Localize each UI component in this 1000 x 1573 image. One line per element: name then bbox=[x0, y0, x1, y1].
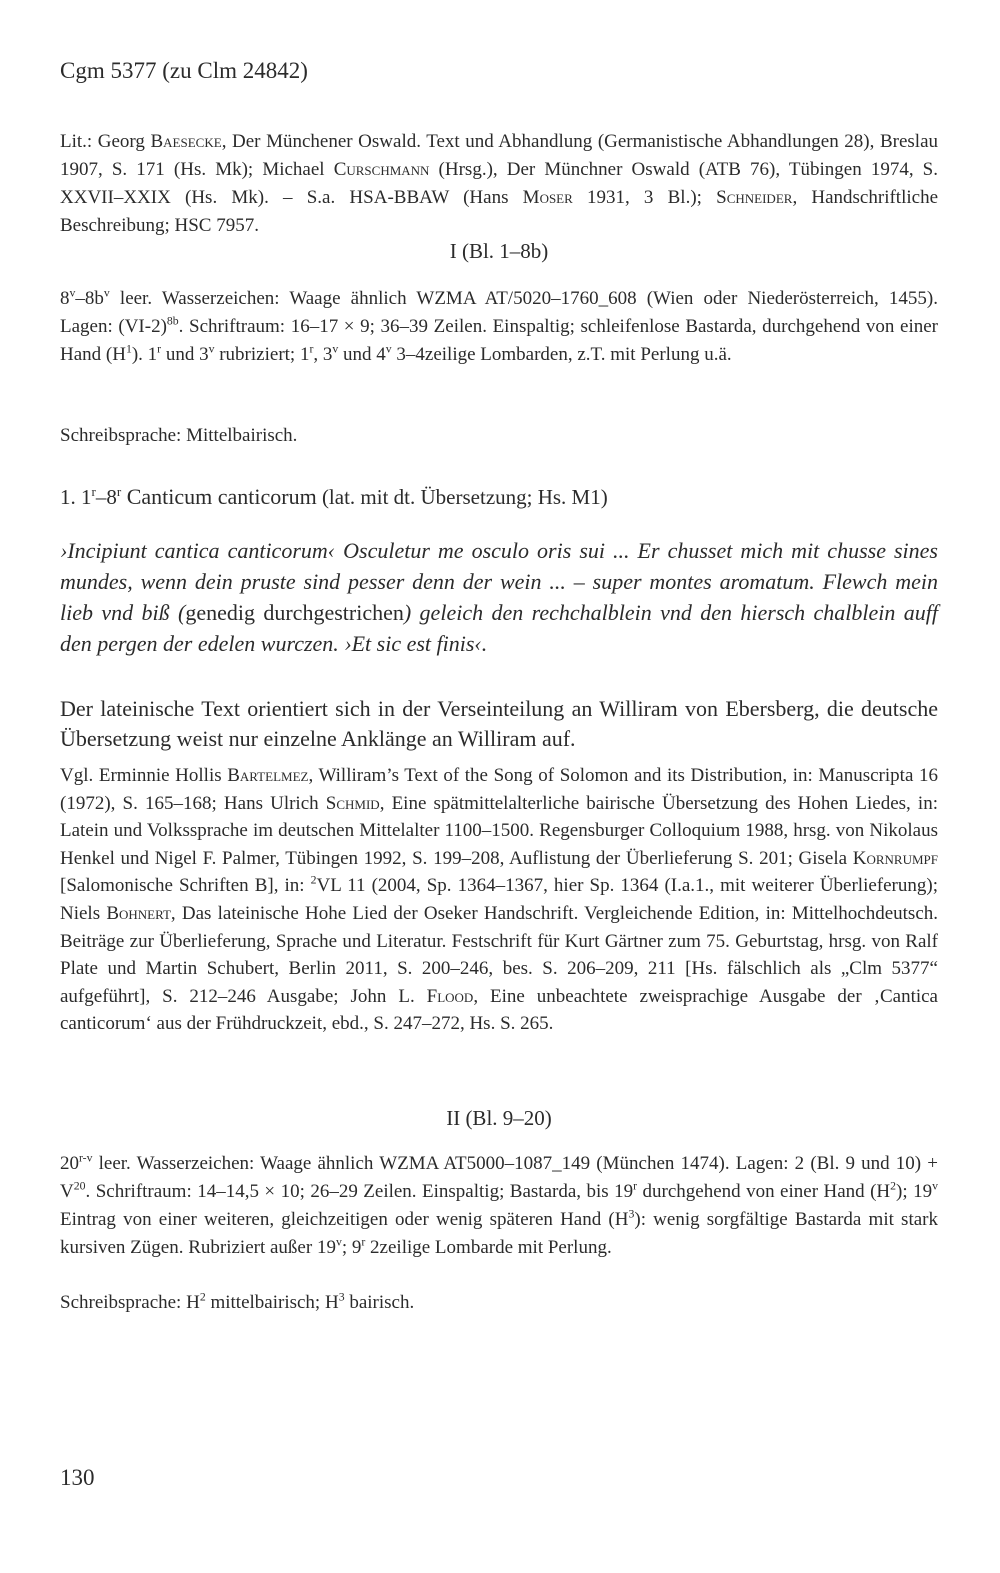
section-1-description: $8^v-8b^v$ leer. Wasserzeichen: Waage ähnlich WZMA AT/5020–1760_608 (Wien oder Niederösterreich, 1455). Lagen: $(VI-2)^{8b}$. Schriftraum: 16–17 × 9; 36–39 Zeilen. Einspaltig; schleifenlose Bastarda, durchgehend von einer Hand $(H^1)$. 1$^r$ und 3$^v$ rubriziert; 1$^r$, 3$^v$ und 4$^v$ 3–4zeilige Lombarden, z.T. mit Perlung u.ä. bbox=[60, 286, 938, 365]
author-name: Bohnert bbox=[106, 902, 171, 924]
literature-paragraph: Lit.: Georg Baesecke, Der Münchener Oswald. Text und Abhandlung (Germanistische Abhandlungen 28), Breslau 1907, S. 171 (Hs. Mk); Michael Curschmann (Hrsg.), Der Münchner Oswald (ATB 76), Tübingen 1974, S. XXVII–XXIX (Hs. Mk). – S.a. HSA-BBAW (Hans Moser 1931, 3 Bl.); Schneider, Handschriftliche Beschreibung; HSC 7957. bbox=[60, 131, 938, 236]
section-title-1: I (Bl. 1–8b) bbox=[449, 239, 549, 263]
author-name: Moser bbox=[522, 187, 573, 208]
author-name: Bartelmez bbox=[227, 765, 309, 786]
page-header: Cgm 5377 (zu Clm 24842) bbox=[60, 58, 308, 83]
section-2-language: Schreibsprache: $H^2$ mittelbairisch; $H^3$ bairisch. bbox=[60, 1290, 415, 1313]
entry-1-remark: Der lateinische Text orientiert sich in der Verseinteilung an Williram von Ebersberg, die deutsche Übersetzung weist nur einzelne Anklänge an Williram auf. bbox=[60, 696, 938, 751]
bibliography-paragraph: Vgl. Erminnie Hollis Bartelmez, Williram’s Text of the Song of Solomon and its Distribution, in: Manuscripta 16 (1972), S. 165–168; Hans Ulrich Schmid, Eine spätmittelalterliche bairische Übersetzung des Hohen Liedes, in: Latein und Volkssprache im deutschen Mittelalter 1100–1500. Regensburger Colloquium 1988, hrsg. von Nikolaus Henkel und Nigel F. Palmer, Tübingen 1992, S. 199–208, Auflistung der Überlieferung S. 201; Gisela Kornrumpf [Salomonische Schriften B], in: $^2$VL 11 (2004, Sp. 1364–1367, hier Sp. 1364 (I.a.1., mit weiterer Überlieferung); Niels Bohnert, Das lateinische Hohe Lied der Oseker Handschrift. Vergleichende Edition, in: Mittelhochdeutsch. Beiträge zur Überlieferung, Sprache und Literatur. Festschrift für Kurt Gärtner zum 75. Geburtstag, hrsg. von Ralf Plate und Martin Schubert, Berlin 2011, S. 200–246, bes. S. 206–209, 211 [Hs. fälschlich als „Clm 5377“ aufgeführt], S. 212–246 Ausgabe; John L. Flood, Eine unbeachtete zweisprachige Ausgabe der ‚Cantica canticorum‘ aus der Frühdruckzeit, ebd., S. 247–272, Hs. S. 265. bbox=[60, 765, 939, 1035]
author-name: Schmid bbox=[325, 792, 380, 814]
entry-1-heading: 1. 1$^r$–8$^r$ Canticum canticorum (lat. mit dt. Übersetzung; Hs. M1) bbox=[60, 484, 608, 509]
section-1-language: Schreibsprache: Mittelbairisch. bbox=[60, 425, 298, 446]
page-number: 130 bbox=[60, 1465, 95, 1490]
author-name: Curschmann bbox=[333, 159, 430, 180]
section-title-2: II (Bl. 9–20) bbox=[446, 1106, 552, 1130]
author-name: Schneider bbox=[716, 187, 793, 208]
author-name: Baesecke bbox=[150, 131, 222, 152]
author-name: Flood bbox=[426, 985, 474, 1007]
entry-1-title: Canticum canticorum bbox=[121, 484, 317, 509]
author-name: Kornrumpf bbox=[852, 847, 938, 869]
entry-1-quote: ›Incipiunt cantica canticorum‹ Osculetur me osculo oris sui ... Er chusset mich mit chusse sines mundes, wenn dein pruste sind pesser denn der wein ... – super montes aromatum. Flewch mein lieb vnd biß (genedig durchgestrichen) geleich den rechchalblein vnd den hiersch chalblein auff den pergen der edelen wurczen. ›Et sic est finis‹. bbox=[60, 538, 938, 656]
section-2-description: 20$^{r-v}$ leer. Wasserzeichen: Waage ähnlich WZMA AT5000–1087_149 (München 1474). Lagen: 2 (Bl. 9 und $10) + V^{20}$. Schriftraum: 14–14,5 × 10; 26–29 Zeilen. Einspaltig; Bastarda, bis 19$^r$ durchgehend von einer Hand $(H^2)$; 19$^v$ Eintrag von einer weiteren, gleichzeitigen oder wenig späteren Hand $(H^3)$: wenig sorgfältige Bastarda mit stark kursiven Zügen. Rubriziert außer 19$^v$; 9$^r$ 2zeilige Lombarde mit Perlung. bbox=[60, 1151, 939, 1258]
